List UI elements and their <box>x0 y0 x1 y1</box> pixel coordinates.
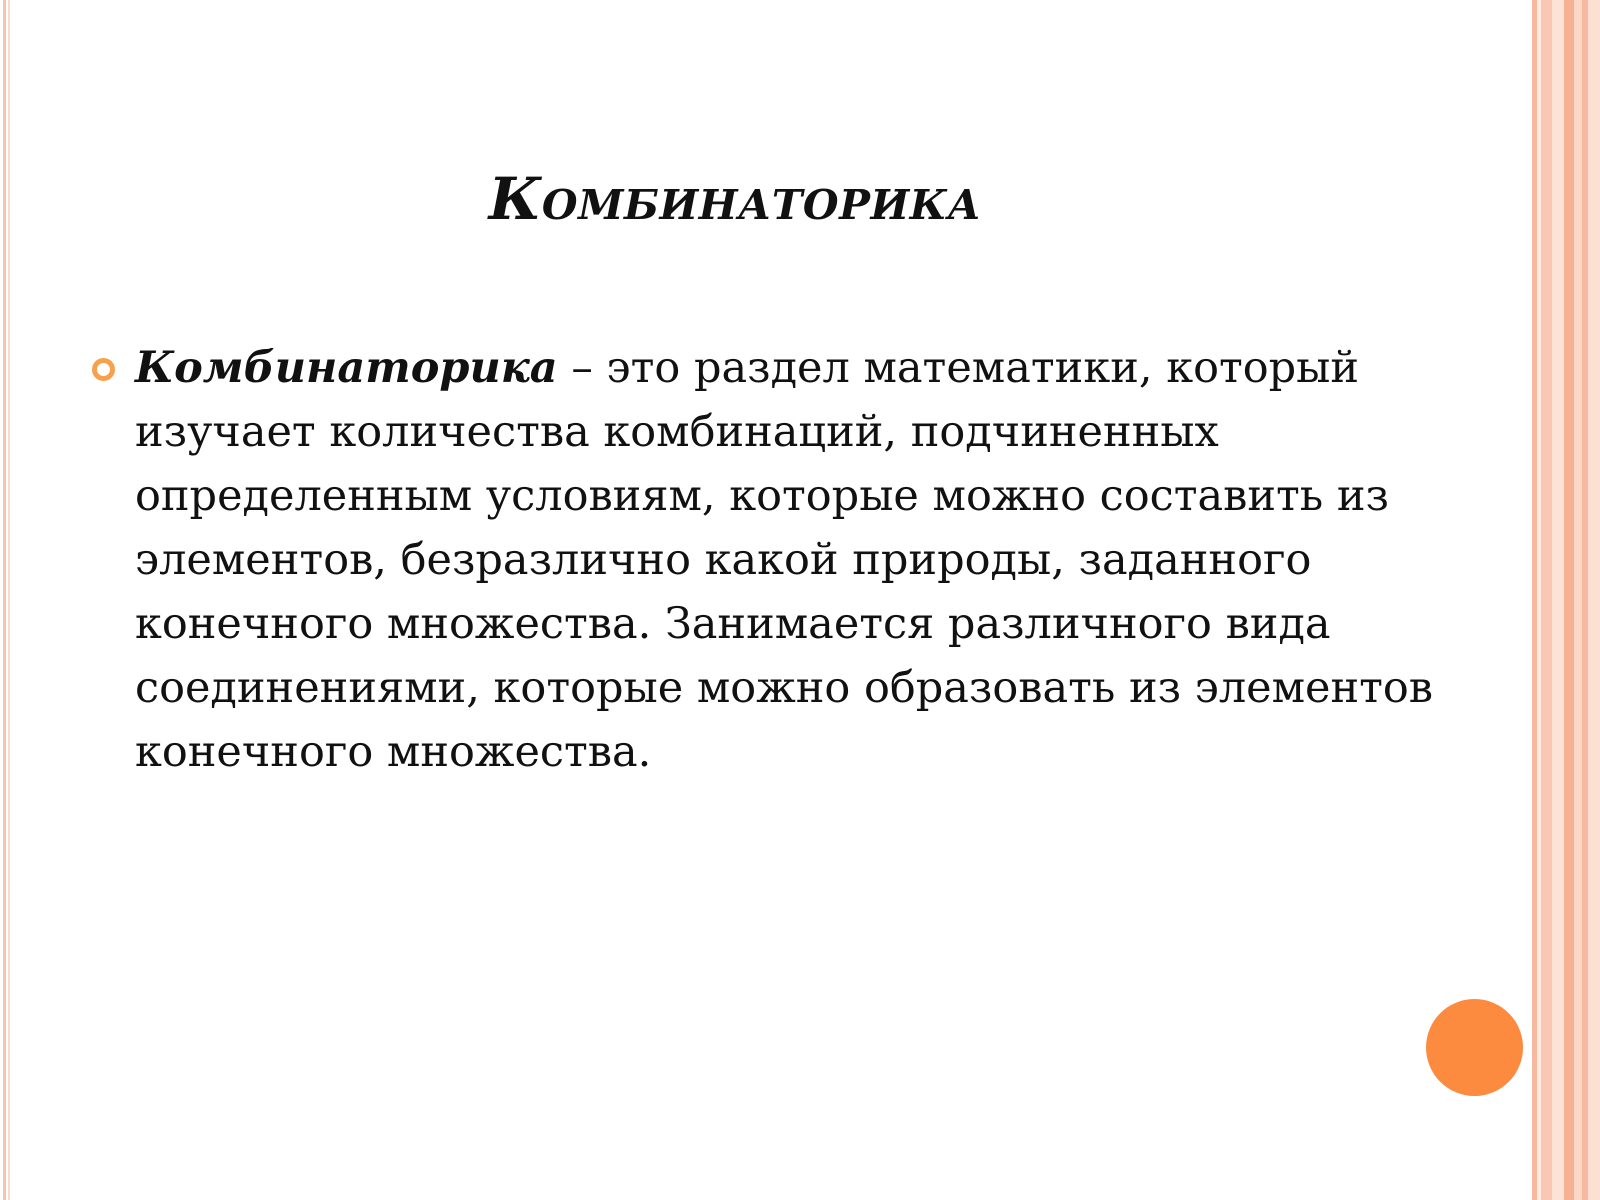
bullet-text <box>135 336 1452 784</box>
accent-circle-icon <box>1426 999 1523 1096</box>
bullet-definition: – это раздел математики, который изучает количества комбинаций, подчиненных определенным условиям, которые можно составить из элементов, безразлично какой природы, заданного конечного множества. Занимается различного вида соединениями, которые можно образовать из элементов конечного множества. <box>135 343 1434 777</box>
bullet-term: Комбинаторика <box>135 343 558 393</box>
right-decorative-band <box>1530 0 1600 1200</box>
ring-bullet-icon <box>92 358 115 381</box>
bullet-item <box>92 336 1452 784</box>
slide-title: Комбинаторика <box>488 165 982 233</box>
slide-content <box>92 336 1452 784</box>
